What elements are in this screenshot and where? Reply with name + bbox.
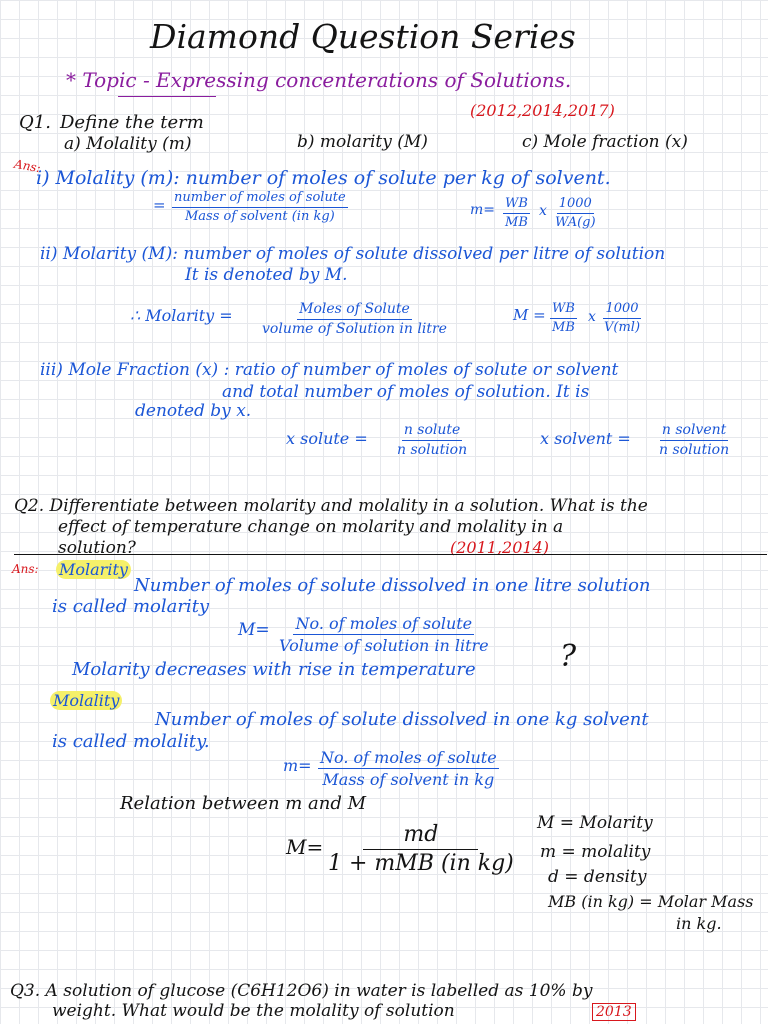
q1-molarity-definition: ii) Molarity (M): number of moles of solute dissolved per litre of solution: [40, 244, 666, 264]
q2-molarity-temperature: Molarity decreases with rise in temperature: [72, 659, 476, 680]
q2-years: (2011,2014): [450, 538, 550, 557]
legend-molality: m = molality: [540, 842, 651, 862]
q1-molarity-formula-lhs: M =: [513, 306, 546, 324]
topic-underline: [118, 96, 216, 97]
fraction-numerator: WB: [503, 196, 530, 214]
q1-mole-fraction-definition-1: iii) Mole Fraction (x) : ratio of number of moles of solute or solvent: [40, 360, 619, 380]
molality-highlight: Molality: [50, 691, 122, 710]
x-solute-fraction: [395, 422, 469, 459]
relation-fraction: [326, 822, 516, 878]
q3-text-line-1: Q3. A solution of glucose (C6H12O6) in water is labelled as 10% by: [10, 981, 593, 1001]
fraction-numerator: 1000: [557, 196, 594, 214]
fraction-numerator: n solute: [402, 422, 463, 441]
fraction-numerator: 1000: [603, 301, 640, 319]
fraction-numerator: Moles of Solute: [297, 301, 412, 320]
q2-molality-definition-2: is called molality.: [52, 731, 210, 752]
q1-molality-equals: =: [153, 196, 166, 214]
q2-molarity-heading: [56, 561, 131, 579]
q1-molality-formula-frac-b: [553, 196, 598, 230]
fraction-denominator: n solution: [397, 441, 468, 458]
fraction-denominator: n solution: [659, 441, 730, 458]
x-solvent-fraction: [657, 422, 731, 459]
q3-year: 2013: [592, 1003, 636, 1021]
relation-formula-lhs: M=: [286, 835, 324, 859]
fraction-denominator: Mass of solvent in kg: [322, 770, 495, 790]
q2-underline: [14, 554, 767, 555]
fraction-denominator: volume of Solution in litre: [262, 320, 447, 337]
q1-label: Q1.: [19, 112, 51, 133]
fraction-numerator: n solvent: [660, 422, 728, 441]
q1-option-c: c) Mole fraction (x): [522, 132, 688, 152]
q1-years: (2012,2014,2017): [470, 101, 615, 120]
fraction-denominator: Volume of solution in litre: [279, 636, 489, 656]
q1-molality-formula-times: x: [539, 203, 547, 219]
q2-molarity-formula-lhs: M=: [238, 620, 270, 640]
q2-answer-label: Ans:: [12, 562, 39, 576]
fraction-numerator: No. of moles of solute: [318, 748, 499, 769]
q1-mole-fraction-definition-3: denoted by x.: [135, 401, 252, 421]
q1-molarity-formula-times: x: [588, 309, 596, 325]
q2-molarity-definition-1: Number of moles of solute dissolved in one litre solution: [134, 575, 651, 596]
page-title: Diamond Question Series: [150, 17, 576, 56]
q1-mole-fraction-definition-2: and total number of moles of solution. It is: [222, 382, 590, 402]
q1-molarity-denoted: It is denoted by M.: [185, 265, 348, 285]
fraction-denominator: 1 + mMB (in kg): [328, 851, 514, 877]
q2-text-line-3: solution?: [58, 538, 136, 558]
legend-density: d = density: [548, 867, 647, 887]
fraction-numerator: No. of moles of solute: [293, 614, 474, 635]
q2-molality-formula-lhs: m=: [283, 756, 312, 775]
legend-molar-mass: MB (in kg) = Molar Mass: [548, 892, 754, 911]
relation-heading: Relation between m and M: [120, 793, 367, 814]
fraction-numerator: WB: [550, 301, 577, 319]
fraction-denominator: WA(g): [555, 214, 596, 230]
fraction-numerator: number of moles of solute: [172, 190, 348, 208]
q1-molality-fraction: [172, 190, 348, 224]
q1-option-b: b) molarity (M): [297, 132, 428, 152]
q1-answer-label: Ans:: [13, 156, 42, 176]
q1-molarity-formula-frac-a: [550, 301, 577, 335]
q2-text-line-2: effect of temperature change on molarity and molality in a: [58, 517, 564, 537]
q1-molality-formula-frac-a: [503, 196, 530, 230]
q1-molality-formula-lhs: m=: [470, 202, 496, 218]
q1-molarity-lhs: ∴ Molarity =: [130, 306, 233, 325]
q1-option-a: a) Molality (m): [64, 134, 192, 154]
molarity-highlight: Molarity: [56, 560, 131, 579]
q3-text-line-2: weight. What would be the molality of solution: [52, 1001, 455, 1021]
q1-molality-definition: i) Molality (m): number of moles of solute per kg of solvent.: [36, 167, 611, 189]
q2-molality-heading: [50, 692, 122, 710]
question-mark: ?: [560, 639, 577, 674]
q2-molality-definition-1: Number of moles of solute dissolved in one kg solvent: [155, 709, 649, 730]
q2-text-line-1: Q2. Differentiate between molarity and molality in a solution. What is the: [14, 496, 648, 516]
q2-molality-fraction: [318, 748, 499, 789]
q1-text: Define the term: [60, 112, 204, 133]
fraction-numerator: md: [363, 822, 478, 850]
fraction-denominator: Mass of solvent (in kg): [184, 208, 335, 224]
q1-molarity-formula-frac-b: [602, 301, 642, 335]
topic-heading: * Topic - Expressing concenterations of Solutions.: [66, 68, 572, 92]
fraction-denominator: V(ml): [604, 319, 641, 335]
q2-molarity-definition-2: is called molarity: [52, 596, 210, 617]
fraction-denominator: MB: [552, 319, 575, 335]
legend-molar-mass-unit: in kg.: [676, 914, 722, 933]
x-solute-lhs: x solute =: [286, 429, 368, 448]
q1-molarity-fraction: [260, 301, 449, 338]
fraction-denominator: MB: [505, 214, 528, 230]
q3-year-badge: [592, 1004, 636, 1020]
q2-molarity-fraction: [277, 614, 491, 655]
x-solvent-lhs: x solvent =: [540, 429, 631, 448]
legend-molarity: M = Molarity: [537, 813, 653, 833]
